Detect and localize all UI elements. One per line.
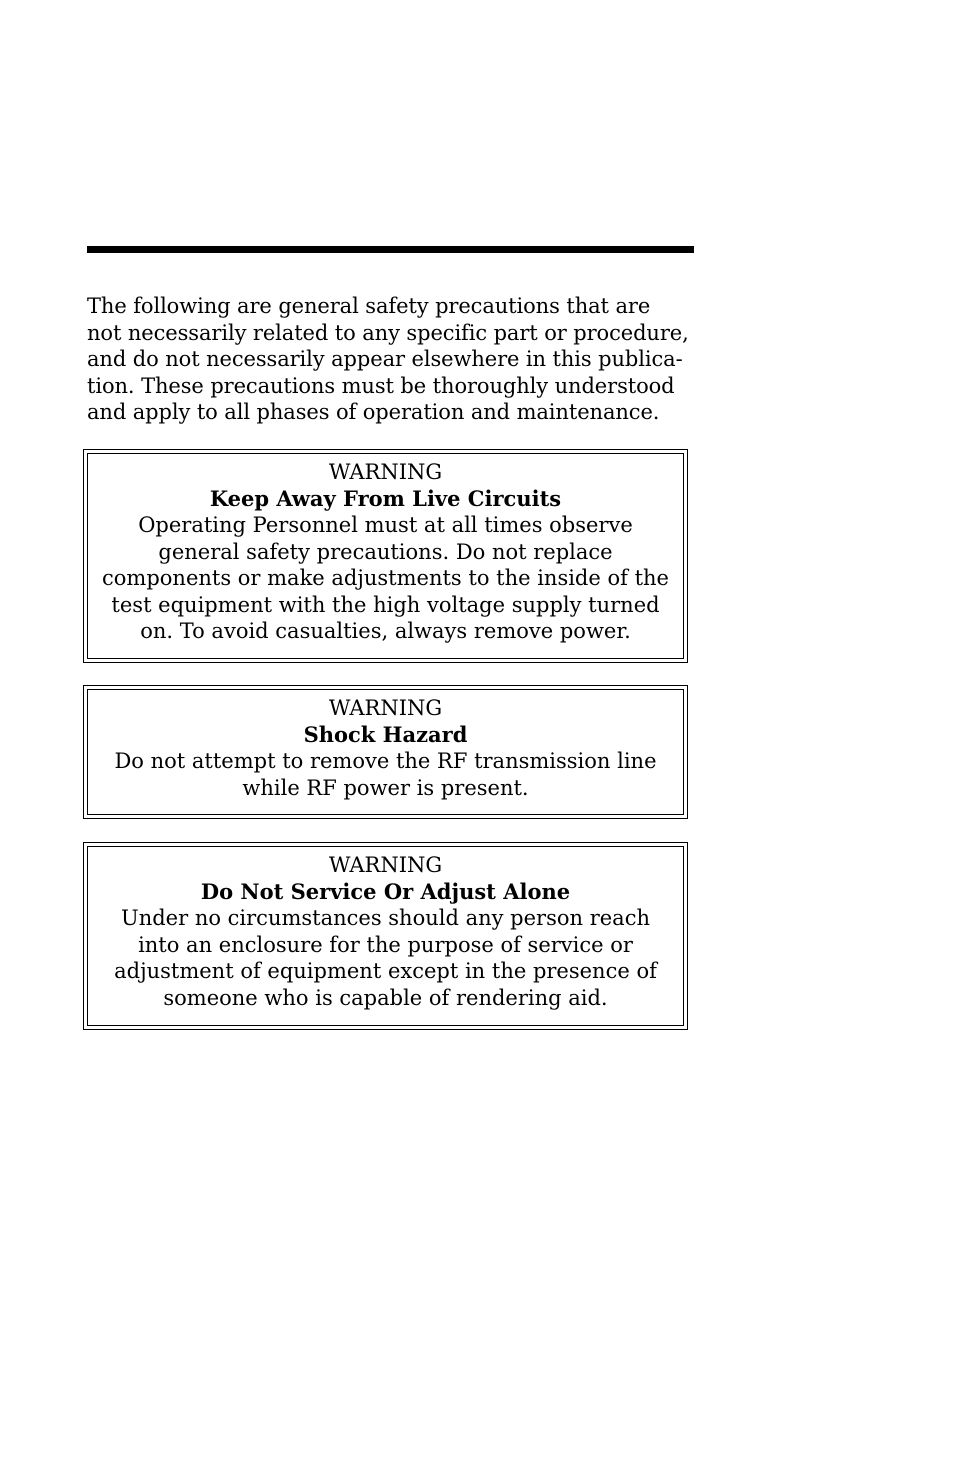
warning-label: WARNING: [328, 853, 443, 877]
section-rule: [87, 246, 694, 253]
warning-box-inner: [87, 689, 684, 815]
warning-body: Under no circumstances should any person reach into an enclosure for the purpose of service or adjustment of equipment except in the presence of someone who is capable of rendering aid.: [114, 906, 657, 1010]
warning-box-shock-hazard: [83, 685, 688, 819]
warning-title: Do Not Service Or Adjust Alone: [200, 878, 571, 904]
warning-title: Shock Hazard: [303, 721, 468, 747]
warning-title: Keep Away From Live Circuits: [209, 485, 562, 511]
warning-label: WARNING: [328, 460, 443, 484]
intro-paragraph: The following are general safety precautions that are not necessarily related to any specific part or procedure, and do not necessarily appear elsewhere in this publica- tion. These precautions must be thoroughly understood and apply to all phases of operation and maintenance.: [87, 294, 689, 424]
warning-label: WARNING: [328, 696, 443, 720]
warning-body: Do not attempt to remove the RF transmission line while RF power is present.: [114, 749, 657, 800]
warning-box-inner: [87, 453, 684, 659]
warning-box-inner: [87, 846, 684, 1026]
warning-box-service-alone: [83, 842, 688, 1030]
warning-box-live-circuits: [83, 449, 688, 663]
warning-body: Operating Personnel must at all times observe general safety precautions. Do not replace components or make adjustments to the inside of the test equipment with the high voltage supply turned on. To avoid casualties, always remove power.: [102, 513, 669, 643]
